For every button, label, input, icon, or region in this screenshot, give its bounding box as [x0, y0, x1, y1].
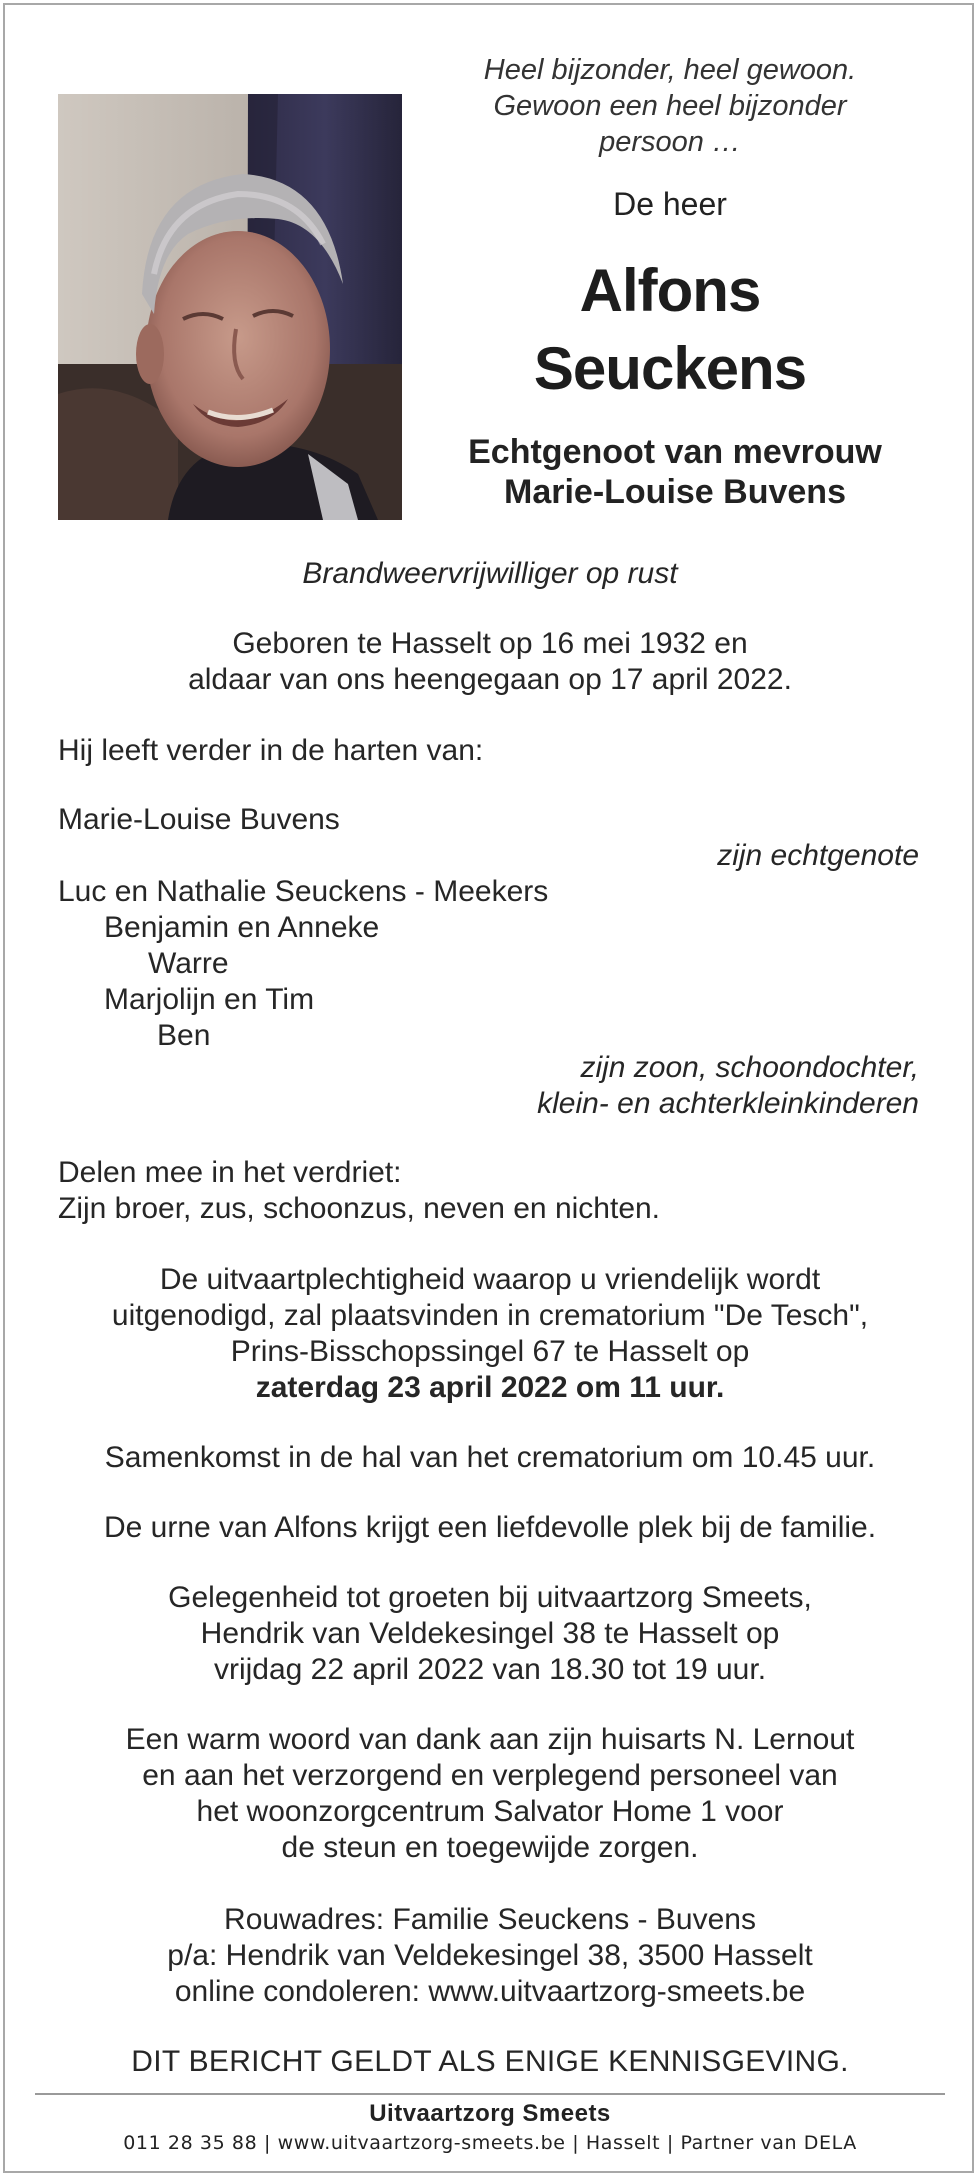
ceremony-text [0, 1262, 980, 1406]
lives-on-heading: Hij leeft verder in de harten van: [58, 734, 484, 767]
address-line: p/a: Hendrik van Veldekesingel 38, 3500 Hasselt [167, 1939, 813, 1972]
spouse-line: Marie-Louise Buvens [504, 473, 846, 511]
family-spouse-relation: zijn echtgenote [717, 839, 919, 872]
share-heading: Delen mee in het verdriet: [58, 1156, 402, 1189]
family-grandchild: Marjolijn en Tim [104, 983, 315, 1016]
motto-line: Heel bijzonder, heel gewoon. [483, 54, 857, 86]
last-name: Seuckens [533, 335, 807, 402]
condolence-link[interactable]: online condoleren: www.uitvaartzorg-smeets.be [174, 1975, 806, 2008]
honorific: De heer [613, 186, 727, 222]
notice-text: DIT BERICHT GELDT ALS ENIGE KENNISGEVING. [131, 2045, 849, 2078]
family-great-grandchild: Warre [148, 947, 229, 980]
occupation: Brandweervrijwilliger op rust [302, 557, 678, 590]
family-spouse-name: Marie-Louise Buvens [58, 803, 340, 836]
thanks-line: en aan het verzorgend en verplegend personeel van [142, 1759, 838, 1792]
mourning-address [0, 1902, 980, 2010]
motto-line: Gewoon een heel bijzonder [493, 90, 847, 122]
greeting-line: vrijdag 22 april 2022 van 18.30 tot 19 uur. [213, 1653, 767, 1686]
funeral-home-name: Uitvaartzorg Smeets [369, 2100, 611, 2127]
family-son-relation [420, 1050, 919, 1122]
share-relatives: Zijn broer, zus, schoonzus, neven en nichten. [58, 1192, 661, 1225]
relation-line: klein- en achterkleinkinderen [537, 1087, 919, 1120]
family-son: Luc en Nathalie Seuckens - Meekers [58, 875, 549, 908]
funeral-home-contact: 011 28 35 88 | www.uitvaartzorg-smeets.be | Hasselt | Partner van DELA [123, 2132, 857, 2154]
ceremony-line: De uitvaartplechtigheid waarop u vriendelijk wordt [159, 1263, 821, 1296]
urn-text: De urne van Alfons krijgt een liefdevolle plek bij de familie. [103, 1511, 877, 1544]
ceremony-line: Prins-Bisschopssingel 67 te Hasselt op [230, 1335, 750, 1368]
ceremony-line: uitgenodigd, zal plaatsvinden in crematorium "De Tesch", [111, 1299, 869, 1332]
spouse-line: Echtgenoot van mevrouw [468, 433, 882, 471]
family-grandchild: Benjamin en Anneke [104, 911, 380, 944]
greeting-text [0, 1580, 980, 1688]
portrait-illustration [58, 94, 402, 520]
family-great-grandchild: Ben [157, 1019, 211, 1052]
birth-line: Geboren te Hasselt op 16 mei 1932 en [232, 627, 748, 660]
ceremony-date: zaterdag 23 april 2022 om 11 uur. [255, 1371, 725, 1404]
greeting-line: Gelegenheid tot groeten bij uitvaartzorg Smeets, [168, 1581, 812, 1614]
address-line: Rouwadres: Familie Seuckens - Buvens [224, 1903, 756, 1936]
motto-line: persoon … [599, 126, 741, 158]
thanks-line: de steun en toegewijde zorgen. [281, 1831, 699, 1864]
motto [440, 52, 900, 160]
footer-divider [35, 2093, 945, 2095]
thanks-line: het woonzorgcentrum Salvator Home 1 voor [196, 1795, 784, 1828]
thanks-line: Een warm woord van dank aan zijn huisarts N. Lernout [125, 1723, 855, 1756]
greeting-line: Hendrik van Veldekesingel 38 te Hasselt op [200, 1617, 780, 1650]
spouse-heading [430, 432, 920, 512]
relation-line: zijn zoon, schoondochter, [580, 1051, 919, 1084]
death-line: aldaar van ons heengegaan op 17 april 2022. [188, 663, 792, 696]
birth-death-text [0, 626, 980, 698]
deceased-name [440, 252, 900, 408]
share-grief [58, 1155, 660, 1227]
gathering-text: Samenkomst in de hal van het crematorium om 10.45 uur. [104, 1441, 876, 1474]
thanks-text [0, 1722, 980, 1866]
first-name: Alfons [579, 257, 761, 324]
portrait-photo [58, 94, 402, 520]
